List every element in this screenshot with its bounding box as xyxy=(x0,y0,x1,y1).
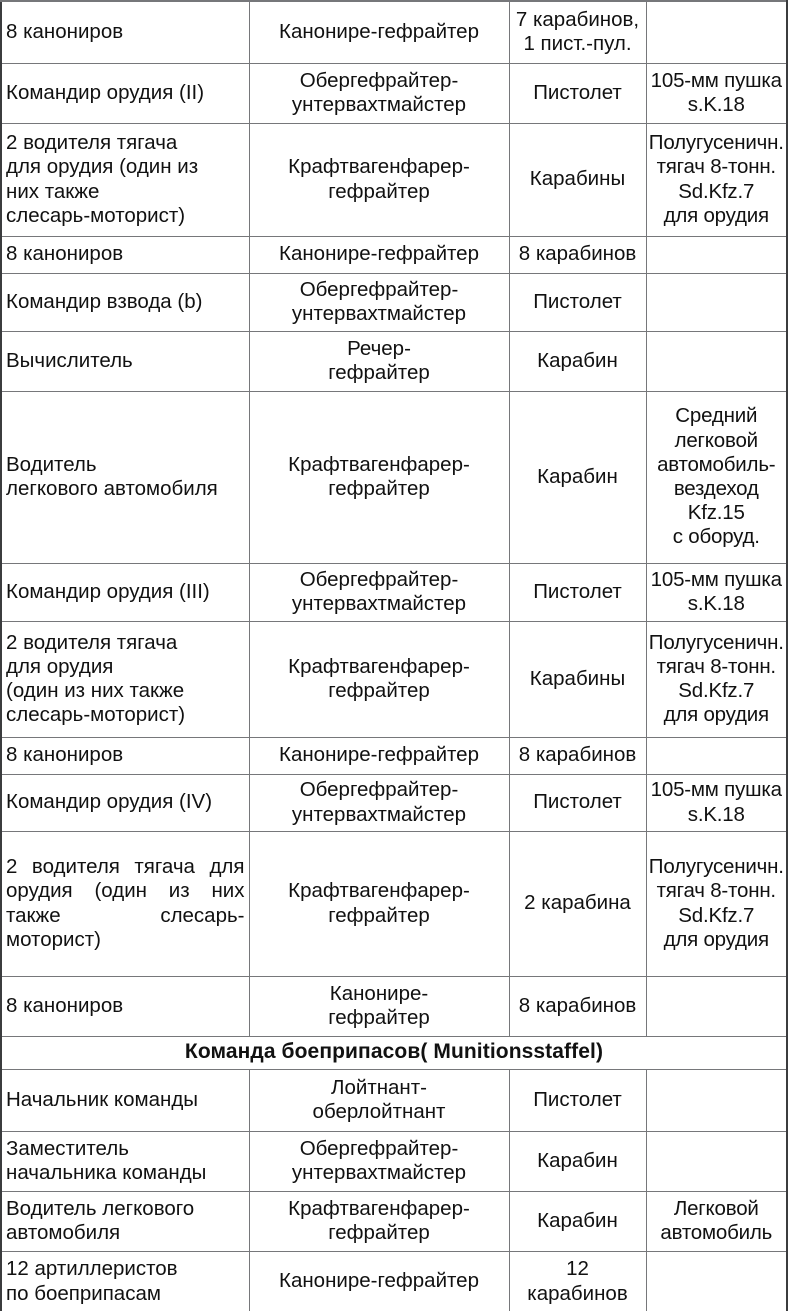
cell-line: тягач 8-тонн. xyxy=(656,879,776,903)
cell-line: 12 xyxy=(566,1257,589,1281)
cell-line: Карабин xyxy=(537,1208,618,1232)
cell-equipment xyxy=(646,831,787,976)
cell-rank xyxy=(249,1069,509,1131)
cell-line: начальника команды xyxy=(6,1161,207,1184)
cell-line: Карабин xyxy=(537,348,618,372)
cell-rank xyxy=(249,976,509,1036)
cell-line: унтервахтмайстер xyxy=(291,802,467,826)
cell-equipment xyxy=(646,737,787,774)
cell-line: Пистолет xyxy=(533,289,622,313)
table-row xyxy=(1,1,787,63)
cell-line: вездеход xyxy=(673,477,759,500)
cell-role: 8 канониров xyxy=(1,236,249,273)
cell-line: автомобиль- xyxy=(657,452,776,476)
cell-line: гефрайтер xyxy=(328,361,430,384)
cell-line: слесарь-моторист) xyxy=(6,203,186,227)
cell-equipment xyxy=(646,774,787,831)
cell-line: Обергефрайтер- xyxy=(299,68,459,92)
cell-line: 2 водителя тягача xyxy=(6,630,178,654)
cell-line: Карабины xyxy=(529,167,626,191)
cell-line: Крафтвагенфарер- xyxy=(288,654,470,678)
cell-line: 2 водителя тягача xyxy=(6,131,178,155)
table-row xyxy=(1,737,787,774)
cell-equipment xyxy=(646,236,787,273)
table-row xyxy=(1,391,787,563)
cell-line: по боеприпасам xyxy=(6,1281,161,1305)
cell-line: Заместитель xyxy=(6,1136,129,1160)
cell-line: Пистолет xyxy=(533,579,622,603)
cell-line: для орудия xyxy=(663,927,769,951)
cell-line: 8 карабинов xyxy=(518,743,637,767)
table-row xyxy=(1,621,787,737)
cell-line: 7 карабинов, xyxy=(515,8,640,32)
cell-line: легкового автомобиля xyxy=(6,477,218,500)
cell-weapon xyxy=(509,831,646,976)
cell-line: тягач 8-тонн. xyxy=(656,155,776,179)
cell-rank xyxy=(249,1191,509,1251)
cell-role xyxy=(1,123,249,236)
cell-equipment xyxy=(646,976,787,1036)
cell-line: Sd.Kfz.7 xyxy=(678,903,755,927)
cell-line: Лойтнант- xyxy=(331,1075,427,1099)
cell-line: 105-мм пушка xyxy=(650,567,782,591)
cell-role: Вычислитель xyxy=(1,331,249,391)
cell-rank xyxy=(249,774,509,831)
cell-line: гефрайтер xyxy=(328,179,430,203)
cell-line: 105-мм пушка xyxy=(650,68,782,92)
cell-line: s.K.18 xyxy=(687,93,745,116)
cell-line: Kfz.15 xyxy=(687,501,745,525)
cell-role xyxy=(1,1191,249,1251)
cell-role xyxy=(1,621,249,737)
cell-rank: Канонире-гефрайтер xyxy=(249,1,509,63)
cell-line: Канонире- xyxy=(329,981,429,1005)
cell-role: Командир взвода (b) xyxy=(1,273,249,331)
cell-weapon xyxy=(509,1251,646,1311)
cell-rank: Канонире-гефрайтер xyxy=(249,236,509,273)
table-row xyxy=(1,1251,787,1311)
cell-equipment xyxy=(646,1131,787,1191)
table-row xyxy=(1,63,787,123)
cell-weapon xyxy=(509,391,646,563)
cell-line: Sd.Kfz.7 xyxy=(678,679,755,702)
cell-line: гефрайтер xyxy=(328,679,430,702)
cell-line: Крафтвагенфарер- xyxy=(288,452,470,476)
cell-line: Sd.Kfz.7 xyxy=(678,179,755,203)
cell-line: 12 артиллеристов xyxy=(6,1257,178,1281)
cell-role xyxy=(1,1131,249,1191)
cell-rank xyxy=(249,123,509,236)
cell-rank xyxy=(249,63,509,123)
cell-equipment xyxy=(646,563,787,621)
cell-role: 2 водителя тягача для орудия (один из них также слесарь-моторист) xyxy=(1,831,249,976)
cell-role: 8 канониров xyxy=(1,976,249,1036)
cell-line: легковой xyxy=(674,428,758,452)
cell-line: Обергефрайтер- xyxy=(299,778,459,802)
cell-rank xyxy=(249,1131,509,1191)
cell-role xyxy=(1,1251,249,1311)
cell-line: Водитель легкового xyxy=(6,1196,195,1220)
cell-line: (один из них также xyxy=(6,679,185,702)
cell-equipment xyxy=(646,1069,787,1131)
cell-line: Пистолет xyxy=(533,80,622,104)
cell-rank: Канонире-гефрайтер xyxy=(249,1251,509,1311)
table-row xyxy=(1,1069,787,1131)
cell-line: 8 карабинов xyxy=(518,993,637,1017)
cell-weapon xyxy=(509,331,646,391)
cell-line: слесарь-моторист) xyxy=(6,703,186,727)
section-header-row xyxy=(1,1036,787,1069)
cell-weapon xyxy=(509,774,646,831)
cell-line: оберлойтнант xyxy=(312,1100,446,1123)
cell-line: Водитель xyxy=(6,452,97,476)
cell-role: 8 канониров xyxy=(1,1,249,63)
cell-line: Крафтвагенфарер- xyxy=(288,1196,470,1220)
section-title: Команда боеприпасов( Munitionsstaffel) xyxy=(1,1036,787,1069)
cell-role: Начальник команды xyxy=(1,1069,249,1131)
cell-weapon xyxy=(509,123,646,236)
cell-line: гефрайтер xyxy=(328,477,430,500)
cell-line: тягач 8-тонн. xyxy=(656,654,776,678)
cell-line: Полугусеничн. xyxy=(648,855,784,879)
cell-line: Карабин xyxy=(537,464,618,488)
cell-line: Пистолет xyxy=(533,1087,622,1111)
cell-equipment xyxy=(646,273,787,331)
cell-weapon xyxy=(509,1069,646,1131)
cell-weapon xyxy=(509,1191,646,1251)
cell-line: Обергефрайтер- xyxy=(299,567,459,591)
cell-line: Легковой xyxy=(673,1196,759,1220)
cell-line: карабинов xyxy=(527,1281,628,1305)
cell-line: для орудия xyxy=(663,203,769,227)
cell-line: Карабин xyxy=(537,1148,618,1172)
cell-line: Карабины xyxy=(529,666,626,690)
cell-rank xyxy=(249,831,509,976)
cell-weapon xyxy=(509,1131,646,1191)
cell-weapon xyxy=(509,976,646,1036)
cell-line: Полугусеничн. xyxy=(648,131,784,155)
table-row xyxy=(1,831,787,976)
cell-line: гефрайтер xyxy=(328,1221,430,1244)
table-body xyxy=(1,1,787,1311)
cell-line: унтервахтмайстер xyxy=(291,93,467,116)
cell-line: Полугусеничн. xyxy=(648,630,784,654)
cell-role: Командир орудия (IV) xyxy=(1,774,249,831)
table-row xyxy=(1,563,787,621)
cell-rank: Канонире-гефрайтер xyxy=(249,737,509,774)
cell-weapon xyxy=(509,563,646,621)
cell-line: Крафтвагенфарер- xyxy=(288,155,470,179)
cell-line: унтервахтмайстер xyxy=(291,302,467,325)
table-row xyxy=(1,273,787,331)
cell-line: 1 пист.-пул. xyxy=(523,32,632,56)
table-row xyxy=(1,331,787,391)
cell-line: автомобиль xyxy=(660,1221,773,1244)
cell-line: унтервахтмайстер xyxy=(291,1161,467,1184)
cell-line: них также xyxy=(6,179,100,203)
cell-line: s.K.18 xyxy=(687,802,745,826)
cell-line: 2 карабина xyxy=(524,891,631,915)
cell-weapon xyxy=(509,621,646,737)
cell-weapon xyxy=(509,236,646,273)
cell-line: Речер- xyxy=(347,336,411,360)
cell-line: для орудия xyxy=(663,703,769,727)
cell-line: для орудия xyxy=(6,654,114,678)
cell-equipment xyxy=(646,1251,787,1311)
table-row xyxy=(1,1131,787,1191)
cell-line: для орудия (один из xyxy=(6,155,199,179)
cell-equipment xyxy=(646,123,787,236)
cell-line: 105-мм пушка xyxy=(650,778,782,802)
cell-line: автомобиля xyxy=(6,1221,121,1244)
cell-rank xyxy=(249,331,509,391)
cell-line: Средний xyxy=(675,404,758,428)
cell-line: s.K.18 xyxy=(687,592,745,615)
table-row xyxy=(1,976,787,1036)
cell-equipment xyxy=(646,621,787,737)
cell-role: 8 канониров xyxy=(1,737,249,774)
cell-line: гефрайтер xyxy=(328,1006,430,1029)
cell-role xyxy=(1,391,249,563)
cell-rank xyxy=(249,563,509,621)
cell-line: Обергефрайтер- xyxy=(299,1136,459,1160)
cell-role: Командир орудия (III) xyxy=(1,563,249,621)
table-row xyxy=(1,1191,787,1251)
cell-role: Командир орудия (II) xyxy=(1,63,249,123)
cell-rank xyxy=(249,391,509,563)
cell-weapon xyxy=(509,273,646,331)
cell-rank xyxy=(249,273,509,331)
cell-line: Крафтвагенфарер- xyxy=(288,879,470,903)
cell-equipment xyxy=(646,1,787,63)
cell-equipment xyxy=(646,391,787,563)
table-row xyxy=(1,123,787,236)
cell-line: Пистолет xyxy=(533,790,622,814)
cell-weapon xyxy=(509,63,646,123)
table-row xyxy=(1,774,787,831)
cell-line: гефрайтер xyxy=(328,903,430,927)
table-row xyxy=(1,236,787,273)
cell-equipment xyxy=(646,331,787,391)
cell-weapon xyxy=(509,1,646,63)
cell-line: 8 карабинов xyxy=(518,242,637,266)
cell-weapon xyxy=(509,737,646,774)
cell-equipment xyxy=(646,63,787,123)
cell-line: унтервахтмайстер xyxy=(291,592,467,615)
cell-equipment xyxy=(646,1191,787,1251)
cell-line: Обергефрайтер- xyxy=(299,277,459,301)
cell-line: с оборуд. xyxy=(672,525,760,549)
cell-rank xyxy=(249,621,509,737)
